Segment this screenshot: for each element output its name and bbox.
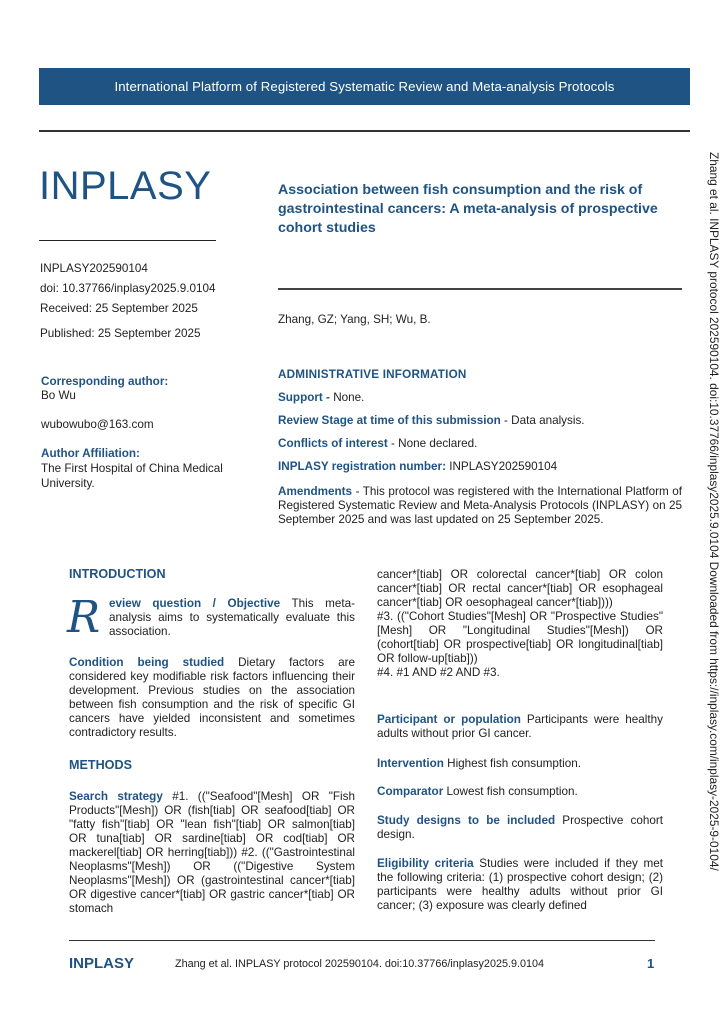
affiliation-text: The First Hospital of China Medical University. <box>41 462 223 490</box>
study-designs-text: Prospective cohort design. <box>377 814 664 841</box>
search-strategy-label: Search strategy <box>69 790 163 803</box>
conflicts-value: - None declared. <box>387 437 478 450</box>
author-email[interactable]: wubowubo@163.com <box>41 418 154 431</box>
admin-amendments <box>278 485 682 527</box>
admin-stage <box>278 414 682 428</box>
search-strategy-text: #1. (("Seafood"[Mesh] OR "Fish Products"[Mesh]) OR (fish[tiab] OR seafood[tiab] OR "fatty fish"[tiab] OR "lean fish"[tiab] OR salmon[tiab] OR tuna[tiab] OR sardine[tiab] OR cod[tiab] OR mackerel[tiab] OR herring[tiab])) #2. (("Gastrointestinal Neoplasms"[Mesh]) OR (("Digestive System Neoplasms"[Mesh]) OR (gastrointestinal cancer*[tiab] OR digestive cancer*[tiab] OR gastric cancer*[tiab] OR stomach <box>69 790 355 915</box>
corresponding-author-name: Bo Wu <box>41 389 76 402</box>
comparator-text: Lowest fish consumption. <box>443 785 578 798</box>
stage-value: - Data analysis. <box>500 414 585 427</box>
page-number: 1 <box>647 956 655 971</box>
registration-id: INPLASY202590104 <box>40 262 148 275</box>
intervention-text: Highest fish consumption. <box>443 757 581 770</box>
study-designs <box>377 814 663 842</box>
condition-studied <box>69 656 355 740</box>
footer-logo: INPLASY <box>69 955 135 972</box>
registration-label: INPLASY registration number: <box>278 460 446 473</box>
eligibility-criteria <box>377 857 663 913</box>
doi[interactable]: doi: 10.37766/inplasy2025.9.0104 <box>40 282 216 295</box>
admin-heading: ADMINISTRATIVE INFORMATION <box>278 368 467 381</box>
affiliation-label: Author Affiliation: <box>41 447 140 460</box>
amendments-value: - This protocol was registered with the International Platform of Registered Systematic Review and Meta-Analysis Protocols (INPLASY) on 25 September 2025 and was last updated on 25 September 2025. <box>278 485 682 526</box>
review-question-label: eview question / Objective <box>109 597 281 610</box>
drop-cap: R <box>67 592 101 643</box>
conflicts-label: Conflicts of interest <box>278 437 388 450</box>
search-line-4: #4. #1 AND #2 AND #3. <box>377 666 500 679</box>
top-divider <box>39 130 690 132</box>
comparator-label: Comparator <box>377 785 444 798</box>
eligibility-text: Studies were included if they met the following criteria: (1) prospective cohort design; (2) participants were healthy adults without prior GI cancer; (3) exposure was clearly defined <box>377 857 663 912</box>
registration-value: INPLASY202590104 <box>445 460 558 473</box>
condition-label: Condition being studied <box>69 656 225 669</box>
review-question <box>109 597 355 639</box>
received-date: Received: 25 September 2025 <box>40 302 198 315</box>
platform-banner: International Platform of Registered Systematic Review and Meta-analysis Protocols <box>39 68 690 105</box>
footer-citation: Zhang et al. INPLASY protocol 202590104. doi:10.37766/inplasy2025.9.0104 <box>175 958 544 970</box>
paper-title: Association between fish consumption and the risk of gastrointestinal cancers: A meta-analysis of prospective cohort studies <box>278 182 658 236</box>
condition-text: Dietary factors are considered key modifiable risk factors influencing their development. Previous studies on the association between fish consumption and the risk of specific GI cancers have yielded inconsistent and sometimes contradictory results. <box>69 656 355 739</box>
logo-divider <box>39 240 216 241</box>
download-watermark-text: Zhang et al. INPLASY protocol 202590104. doi:10.37766/inplasy2025.9.0104 Downloaded from https://inplasy.com/inplasy-2025-9-0104/ <box>707 152 721 871</box>
admin-support <box>278 391 682 405</box>
search-strategy-continued <box>377 568 663 680</box>
search-line-3: #3. (("Cohort Studies"[Mesh] OR "Prospective Studies"[Mesh] OR "Longitudinal Studies"[Mesh]) OR (cohort[tiab] OR prospective[tiab] OR longitudinal[tiab] OR follow-up[tiab])) <box>377 610 663 665</box>
stage-label: Review Stage at time of this submission <box>278 414 501 427</box>
inplasy-logo: INPLASY <box>39 164 212 208</box>
participant-text: Participants were healthy adults without prior GI cancer. <box>377 713 663 740</box>
introduction-heading: INTRODUCTION <box>69 567 166 581</box>
support-label: Support - <box>278 391 334 404</box>
study-designs-label: Study designs to be included <box>377 814 556 827</box>
amendments-label: Amendments <box>278 485 353 498</box>
search-line-2: cancer*[tiab] OR colorectal cancer*[tiab] OR colon cancer*[tiab] OR rectal cancer*[tiab] OR esophageal cancer*[tiab] OR oesophageal cancer*[tiab]))) <box>377 568 663 609</box>
search-strategy <box>69 790 355 916</box>
review-question-text: This meta-analysis aims to systematically evaluate this association. <box>109 597 355 638</box>
admin-conflicts <box>278 437 682 451</box>
corresponding-author-label: Corresponding author: <box>41 375 169 388</box>
published-date: Published: 25 September 2025 <box>40 327 201 340</box>
title-divider <box>278 288 682 290</box>
footer-divider <box>69 940 655 941</box>
intervention <box>377 757 663 771</box>
participant-population <box>377 713 663 741</box>
comparator <box>377 785 663 799</box>
admin-registration <box>278 460 682 474</box>
participant-label: Participant or population <box>377 713 521 726</box>
support-value: None. <box>333 391 365 404</box>
intervention-label: Intervention <box>377 757 444 770</box>
download-watermark <box>703 152 723 922</box>
author-list: Zhang, GZ; Yang, SH; Wu, B. <box>278 313 431 326</box>
methods-heading: METHODS <box>69 758 132 772</box>
eligibility-label: Eligibility criteria <box>377 857 474 870</box>
